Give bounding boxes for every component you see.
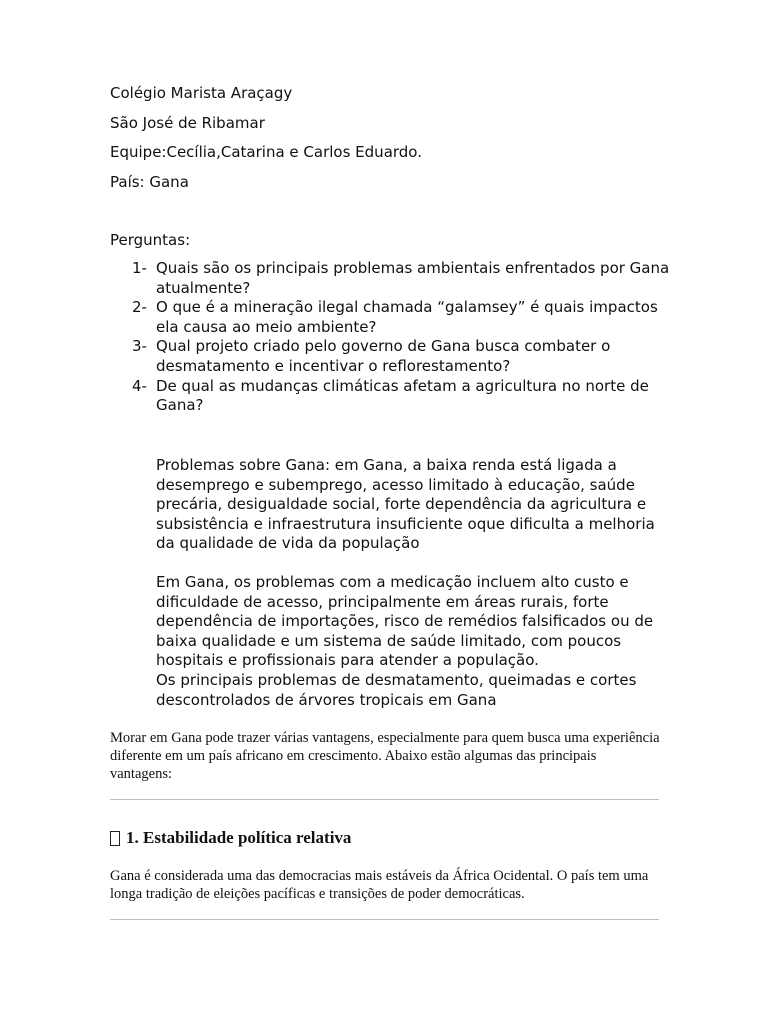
divider xyxy=(110,919,659,920)
section-title: 1. Estabilidade política relativa xyxy=(126,828,352,847)
medication-answer xyxy=(156,573,676,710)
question-text: Quais são os principais problemas ambientais enfrentados por Gana atualmente? xyxy=(156,259,670,297)
question-text: Qual projeto criado pelo governo de Gana busca combater o desmatamento e incentivar o reflorestamento? xyxy=(156,337,611,375)
question-item xyxy=(110,298,670,337)
question-text: De qual as mudanças climáticas afetam a agricultura no norte de Gana? xyxy=(156,376,649,415)
school-name: Colégio Marista Araçagy xyxy=(110,84,293,102)
question-number: 1- xyxy=(132,259,147,277)
questions-list xyxy=(110,259,670,416)
advantages-intro: Morar em Gana pode trazer várias vantagens, especialmente para quem busca uma experiência diferente em um país africano em crescimento. Abaixo estão algumas das principais vantagens: xyxy=(110,730,660,782)
question-number: 3- xyxy=(132,337,147,356)
team-line: Equipe:Cecília,Catarina e Carlos Eduardo. xyxy=(110,143,422,161)
problems-paragraph: Problemas sobre Gana: em Gana, a baixa renda está ligada a desemprego e subemprego, acesso limitado à educação, saúde precária, desigualdade social, forte dependência da agricultura e subsistência e infraestrutura insuficiente oque dificulta a melhoria da qualidade de vida da população xyxy=(156,456,655,553)
city-name: São José de Ribamar xyxy=(110,114,265,132)
section-heading xyxy=(110,828,351,848)
question-number: 4- xyxy=(132,376,147,395)
medication-paragraph: Em Gana, os problemas com a medicação incluem alto custo e dificuldade de acesso, principalmente em áreas rurais, forte dependência de importações, risco de remédios falsificados ou de baixa qualidade e um sistema de saúde limitado, com poucos hospitais e profissionais para atender a população. xyxy=(156,573,654,670)
country-line: País: Gana xyxy=(110,173,189,191)
questions-heading: Perguntas: xyxy=(110,231,191,249)
divider xyxy=(110,799,659,800)
section-paragraph: Gana é considerada uma das democracias mais estáveis da África Ocidental. O país tem uma longa tradição de eleições pacíficas e transições de poder democráticas. xyxy=(110,868,649,902)
question-number: 2- xyxy=(132,298,147,317)
question-item xyxy=(110,259,670,298)
question-item xyxy=(110,377,670,416)
question-item xyxy=(110,337,670,376)
problems-answer xyxy=(156,456,676,554)
missing-glyph-icon xyxy=(110,831,120,846)
deforestation-paragraph: Os principais problemas de desmatamento, queimadas e cortes descontrolados de árvores tropicais em Gana xyxy=(156,670,637,709)
question-text: O que é a mineração ilegal chamada “galamsey” é quais impactos ela causa ao meio ambiente? xyxy=(156,298,658,336)
